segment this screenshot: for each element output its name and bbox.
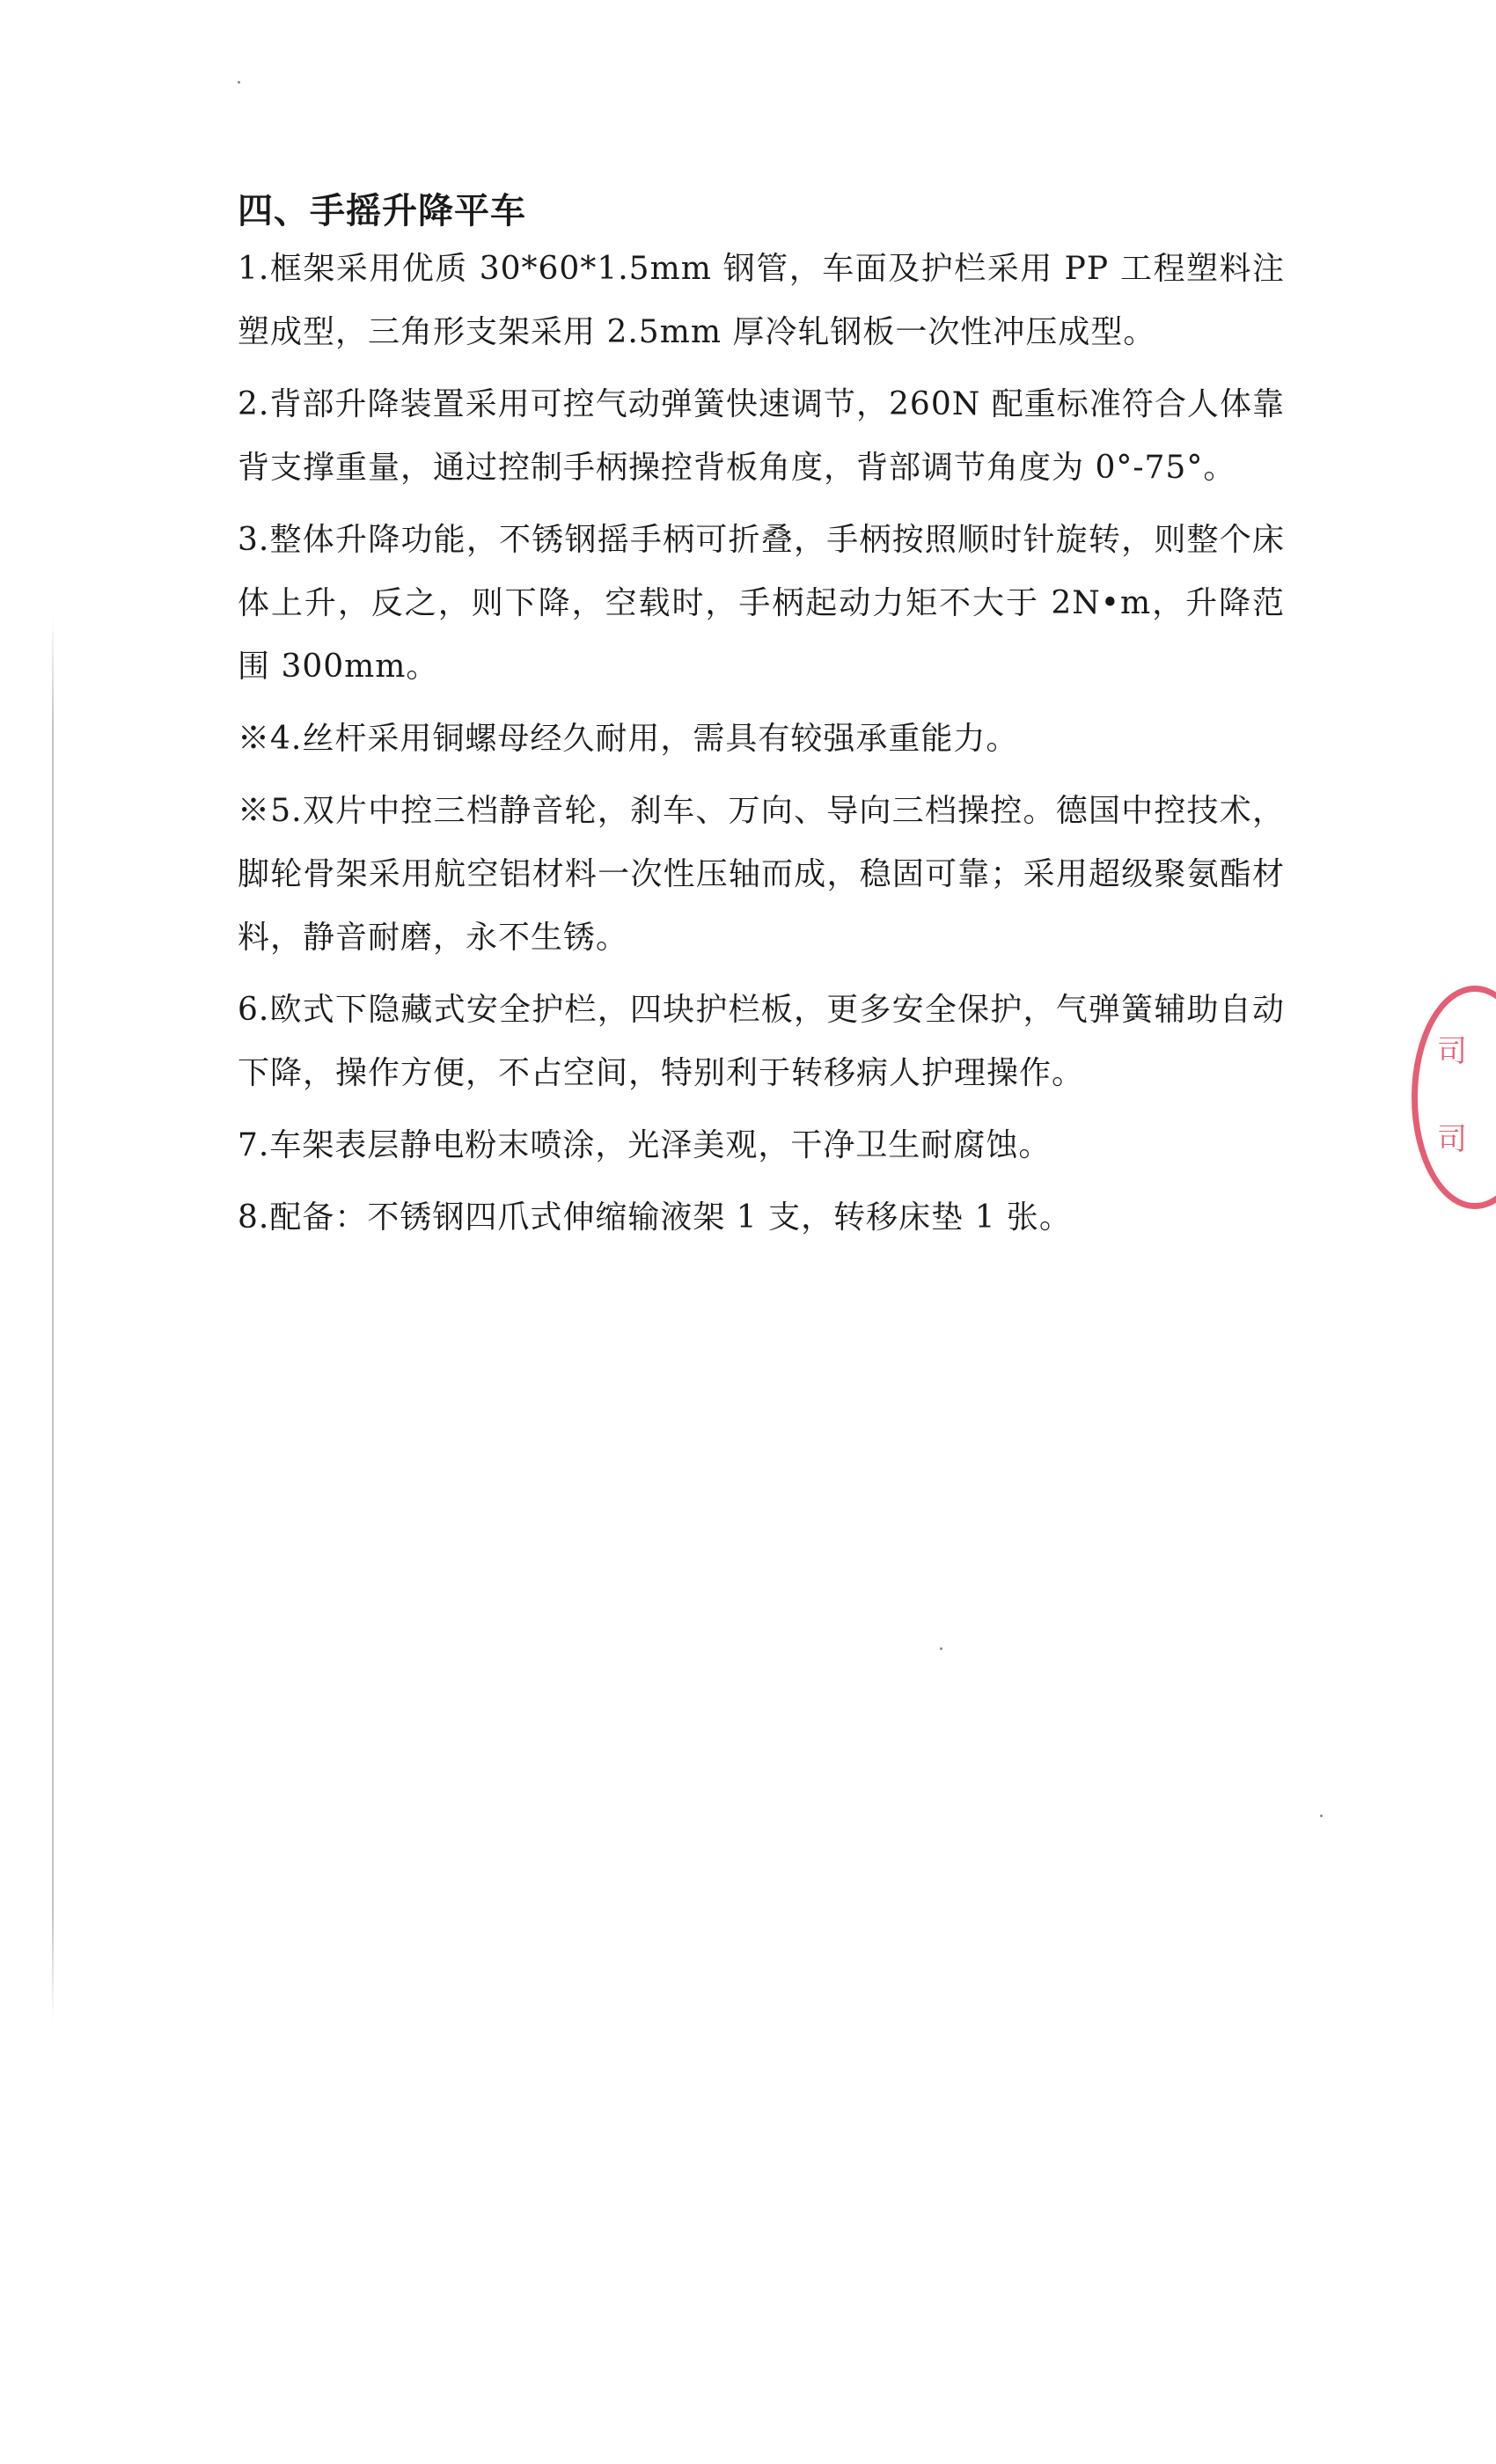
section-heading: 四、手摇升降平车 <box>238 190 526 231</box>
spec-item-1: 1.框架采用优质 30*60*1.5mm 钢管，车面及护栏采用 PP 工程塑料注塑成型，三角形支架采用 2.5mm 厚冷轧钢板一次性冲压成型。 <box>238 251 1285 350</box>
scan-speck <box>940 1647 942 1650</box>
scan-speck <box>238 81 240 84</box>
spec-item-6: 6.欧式下隐藏式安全护栏，四块护栏板，更多安全保护，气弹簧辅助自动下降，操作方便，不占空间，特别利于转移病人护理操作。 <box>238 992 1285 1091</box>
spec-item-4: ※4.丝杆采用铜螺母经久耐用，需具有较强承重能力。 <box>238 721 1019 757</box>
seal-glyph: 司 <box>1437 1122 1467 1157</box>
spec-item-7: 7.车架表层静电粉末喷涂，光泽美观，干净卫生耐腐蚀。 <box>238 1127 1052 1163</box>
scan-speck <box>1320 1815 1323 1817</box>
spec-item-8: 8.配备：不锈钢四爪式伸缩输液架 1 支，转移床垫 1 张。 <box>238 1199 1072 1236</box>
seal-glyph: 司 <box>1437 1034 1467 1069</box>
spec-item-5: ※5.双片中控三档静音轮，刹车、万向、导向三档操控。德国中控技术，脚轮骨架采用航空铝材料一次性压轴而成，稳固可靠；采用超级聚氨酯材料，静音耐磨，永不生锈。 <box>238 793 1285 956</box>
spec-item-3: 3.整体升降功能，不锈钢摇手柄可折叠，手柄按照顺时针旋转，则整个床体上升，反之，则下降，空载时，手柄起动力矩不大于 2N•m，升降范围 300mm。 <box>238 522 1285 685</box>
spec-item-2: 2.背部升降装置采用可控气动弹簧快速调节，260N 配重标准符合人体靠背支撑重量，通过控制手柄操控背板角度，背部调节角度为 0°-75°。 <box>238 386 1285 486</box>
document-body <box>238 185 1285 1258</box>
red-seal-stamp <box>1412 986 1496 1209</box>
binding-edge-line <box>52 616 54 2024</box>
